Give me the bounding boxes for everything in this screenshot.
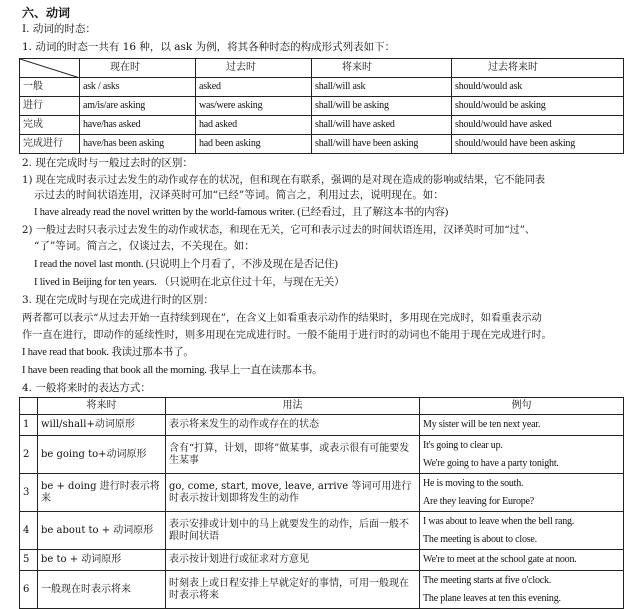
form-cell: be going to+动词原形 bbox=[38, 436, 166, 474]
row-number: 3 bbox=[20, 474, 38, 512]
example-cell bbox=[420, 415, 624, 436]
row-number: 4 bbox=[20, 512, 38, 550]
table-row bbox=[20, 135, 624, 154]
usage-cell: go, come, start, move, leave, arrive 等词可用进行时表示按计划即将发生的动作 bbox=[166, 474, 420, 512]
usage-cell: 含有“打算，计划，即将”做某事，或表示很有可能要发生某事 bbox=[166, 436, 420, 474]
table-row bbox=[20, 436, 624, 474]
diagonal-line bbox=[20, 59, 80, 78]
table-cell: had been asking bbox=[196, 135, 312, 154]
table-cell: should/would ask bbox=[452, 78, 624, 97]
row-number: 6 bbox=[20, 571, 38, 609]
example-cell bbox=[420, 550, 624, 571]
example-cell bbox=[420, 474, 624, 512]
table-cell: shall/will have been asking bbox=[312, 135, 452, 154]
point-3-line-a: 两者都可以表示“从过去开始一直持续到现在”，在含义上如看重表示动作的结果时，多用现在完成时，如看重表示动 bbox=[22, 313, 542, 324]
table-cell: have/has asked bbox=[80, 116, 196, 135]
form-cell: be + doing 进行时表示将来 bbox=[38, 474, 166, 512]
header-present: 现在时 bbox=[80, 59, 196, 78]
header-examples: 例句 bbox=[420, 398, 624, 415]
table-row bbox=[20, 474, 624, 512]
point-2: 2. 现在完成时与一般过去时的区别： bbox=[22, 157, 193, 169]
point-3-line-b: 作一直在进行，即动作的延续性时，则多用现在完成进行时。一般不能用于进行时的动词也不能用于现在完成进行时。 bbox=[22, 330, 552, 341]
table-cell: am/is/are asking bbox=[80, 97, 196, 116]
example-line: I was about to leave when the bell rang. bbox=[423, 515, 575, 527]
usage-cell: 表示按计划进行或征求对方意见 bbox=[166, 550, 420, 571]
future-table-header bbox=[20, 398, 624, 415]
example-line: The meeting starts at five o'clock. bbox=[423, 574, 552, 586]
table-cell: should/would be asking bbox=[452, 97, 624, 116]
point-2-2-example-2: I lived in Beijing for ten years. （只说明在北京住过十年，与现在无关） bbox=[34, 277, 345, 288]
table-row bbox=[20, 415, 624, 436]
row-number: 1 bbox=[20, 415, 38, 436]
point-3-example-2: I have been reading that book all the morning. 我早上一直在读那本书。 bbox=[22, 365, 323, 376]
example-line: My sister will be ten next year. bbox=[423, 419, 541, 430]
corner-cell bbox=[20, 59, 80, 78]
point-1: 1. 动词的时态一共有 16 种，以 ask 为例，将其各种时态的构成形式列表如下： bbox=[22, 41, 396, 53]
usage-cell: 时刻表上或日程安排上早就定好的事情，可用一般现在时表示将来 bbox=[166, 571, 420, 609]
example-line: It's going to clear up. bbox=[423, 439, 503, 451]
future-tense-table bbox=[19, 397, 624, 609]
header-usage: 用法 bbox=[166, 398, 420, 415]
example-line: The meeting is about to close. bbox=[423, 533, 537, 545]
form-cell: 一般现在时表示将来 bbox=[38, 571, 166, 609]
example-line: We're to meet at the school gate at noon. bbox=[423, 554, 577, 565]
table-cell: had asked bbox=[196, 116, 312, 135]
table-cell: ask / asks bbox=[80, 78, 196, 97]
row-label: 进行 bbox=[20, 97, 80, 116]
table-row bbox=[20, 97, 624, 116]
point-2-1-line-b: 示过去的时间状语连用，汉译英时可加“已经”等词。简言之，利用过去，说明现在。如： bbox=[34, 189, 444, 201]
section-title: 六、动词 bbox=[22, 6, 71, 20]
row-number: 2 bbox=[20, 436, 38, 474]
table-cell: asked bbox=[196, 78, 312, 97]
example-cell bbox=[420, 436, 624, 474]
row-label: 完成进行 bbox=[20, 135, 80, 154]
table-cell: should/would have asked bbox=[452, 116, 624, 135]
point-2-1-line-a: 1) 现在完成时表示过去发生的动作或存在的状况，但和现在有联系，强调的是对现在造成的影响或结果，它不能同表 bbox=[22, 175, 546, 186]
header-past-future: 过去将来时 bbox=[452, 59, 624, 78]
table-cell: shall/will ask bbox=[312, 78, 452, 97]
header-future: 将来时 bbox=[312, 59, 452, 78]
example-line: He is moving to the south. bbox=[423, 477, 524, 489]
point-2-2-example-1: I read the novel last month. (只说明上个月看了，不涉及现在是否记住) bbox=[34, 259, 338, 270]
header-form: 将来时 bbox=[38, 398, 166, 415]
point-3-example-1: I have read that book. 我读过那本书了。 bbox=[22, 347, 194, 358]
row-label: 完成 bbox=[20, 116, 80, 135]
tense-table-header bbox=[20, 59, 624, 78]
example-cell bbox=[420, 512, 624, 550]
usage-cell: 表示将来发生的动作或存在的状态 bbox=[166, 415, 420, 436]
row-number: 5 bbox=[20, 550, 38, 571]
table-row bbox=[20, 78, 624, 97]
table-row bbox=[20, 550, 624, 571]
table-cell: shall/will be asking bbox=[312, 97, 452, 116]
intro-heading: I. 动词的时态： bbox=[22, 23, 96, 35]
point-2-2-line-a: 2) 一般过去时只表示过去发生的动作或状态，和现在无关，它可和表示过去的时间状语连用，汉译英时可加“过”、 bbox=[22, 225, 536, 236]
form-cell: be about to + 动词原形 bbox=[38, 512, 166, 550]
point-2-1-example: I have already read the novel written by the world-famous writer. (已经看过，且了解这本书的内容) bbox=[34, 207, 448, 218]
usage-cell: 表示安排或计划中的马上就要发生的动作，后面一般不跟时间状语 bbox=[166, 512, 420, 550]
tense-table bbox=[19, 58, 624, 154]
example-cell bbox=[420, 571, 624, 609]
header-index bbox=[20, 398, 38, 415]
table-row bbox=[20, 512, 624, 550]
table-cell: have/has been asking bbox=[80, 135, 196, 154]
example-line: The plane leaves at ten this evening. bbox=[423, 592, 561, 604]
table-cell: shall/will have asked bbox=[312, 116, 452, 135]
table-row bbox=[20, 116, 624, 135]
row-label: 一般 bbox=[20, 78, 80, 97]
table-cell: should/would have been asking bbox=[452, 135, 624, 154]
point-4: 4. 一般将来时的表达方式： bbox=[22, 382, 151, 394]
table-cell: was/were asking bbox=[196, 97, 312, 116]
example-line: Are they leaving for Europe? bbox=[423, 495, 535, 507]
example-line: We're going to have a party tonight. bbox=[423, 457, 559, 469]
table-row bbox=[20, 571, 624, 609]
form-cell: will/shall+动词原形 bbox=[38, 415, 166, 436]
point-3: 3. 现在完成时与现在完成进行时的区别： bbox=[22, 294, 214, 306]
point-2-2-line-b: “了”等词。简言之，仅谈过去，不关现在。如： bbox=[34, 240, 255, 252]
form-cell: be to + 动词原形 bbox=[38, 550, 166, 571]
header-past: 过去时 bbox=[196, 59, 312, 78]
